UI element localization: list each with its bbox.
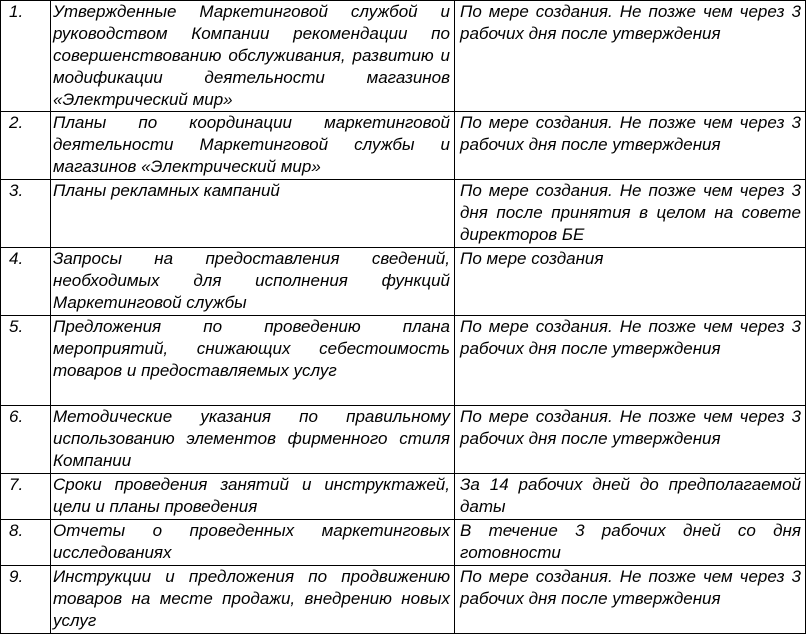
row-term: По мере создания. Не позже чем через 3 рабочих дня после утверждения (455, 112, 806, 180)
row-term: По мере создания. Не позже чем через 3 дня после принятия в целом на совете директоров БЕ (455, 180, 806, 248)
row-number: 6. (1, 406, 51, 474)
table-row (1, 520, 806, 566)
row-description: Методические указания по правильному использованию элементов фирменного стиля Компании (51, 406, 455, 474)
row-number: 5. (1, 316, 51, 406)
row-number: 8. (1, 520, 51, 566)
row-term: За 14 рабочих дней до предполагаемой даты (455, 474, 806, 520)
row-term: По мере создания. Не позже чем через 3 рабочих дня после утверждения (455, 1, 806, 112)
row-term: По мере создания. Не позже чем через 3 рабочих дня после утверждения (455, 316, 806, 406)
row-description: Сроки проведения занятий и инструктажей, цели и планы проведения (51, 474, 455, 520)
row-description: Инструкции и предложения по продвижению товаров на месте продажи, внедрению новых услуг (51, 566, 455, 634)
row-number: 2. (1, 112, 51, 180)
row-number: 4. (1, 248, 51, 316)
row-description: Запросы на предоставления сведений, необходимых для исполнения функций Маркетинговой службы (51, 248, 455, 316)
row-number: 3. (1, 180, 51, 248)
row-description: Планы по координации маркетинговой деятельности Маркетинговой службы и магазинов «Электрический мир» (51, 112, 455, 180)
table-row (1, 406, 806, 474)
table-row (1, 112, 806, 180)
row-term: В течение 3 рабочих дней со дня готовности (455, 520, 806, 566)
row-description: Планы рекламных кампаний (51, 180, 455, 248)
table-row (1, 316, 806, 406)
table-row (1, 248, 806, 316)
row-description: Утвержденные Маркетинговой службой и руководством Компании рекомендации по совершенствованию обслуживания, развитию и модификации деятельности магазинов «Электрический мир» (51, 1, 455, 112)
row-number: 1. (1, 1, 51, 112)
row-description: Предложения по проведению плана мероприятий, снижающих себестоимость товаров и предоставляемых услуг (51, 316, 455, 406)
row-description: Отчеты о проведенных маркетинговых исследованиях (51, 520, 455, 566)
table-row (1, 180, 806, 248)
table-row (1, 566, 806, 634)
row-number: 9. (1, 566, 51, 634)
table-row (1, 474, 806, 520)
row-number: 7. (1, 474, 51, 520)
row-term: По мере создания (455, 248, 806, 316)
row-term: По мере создания. Не позже чем через 3 рабочих дня после утверждения (455, 566, 806, 634)
row-term: По мере создания. Не позже чем через 3 рабочих дня после утверждения (455, 406, 806, 474)
table-row (1, 1, 806, 112)
